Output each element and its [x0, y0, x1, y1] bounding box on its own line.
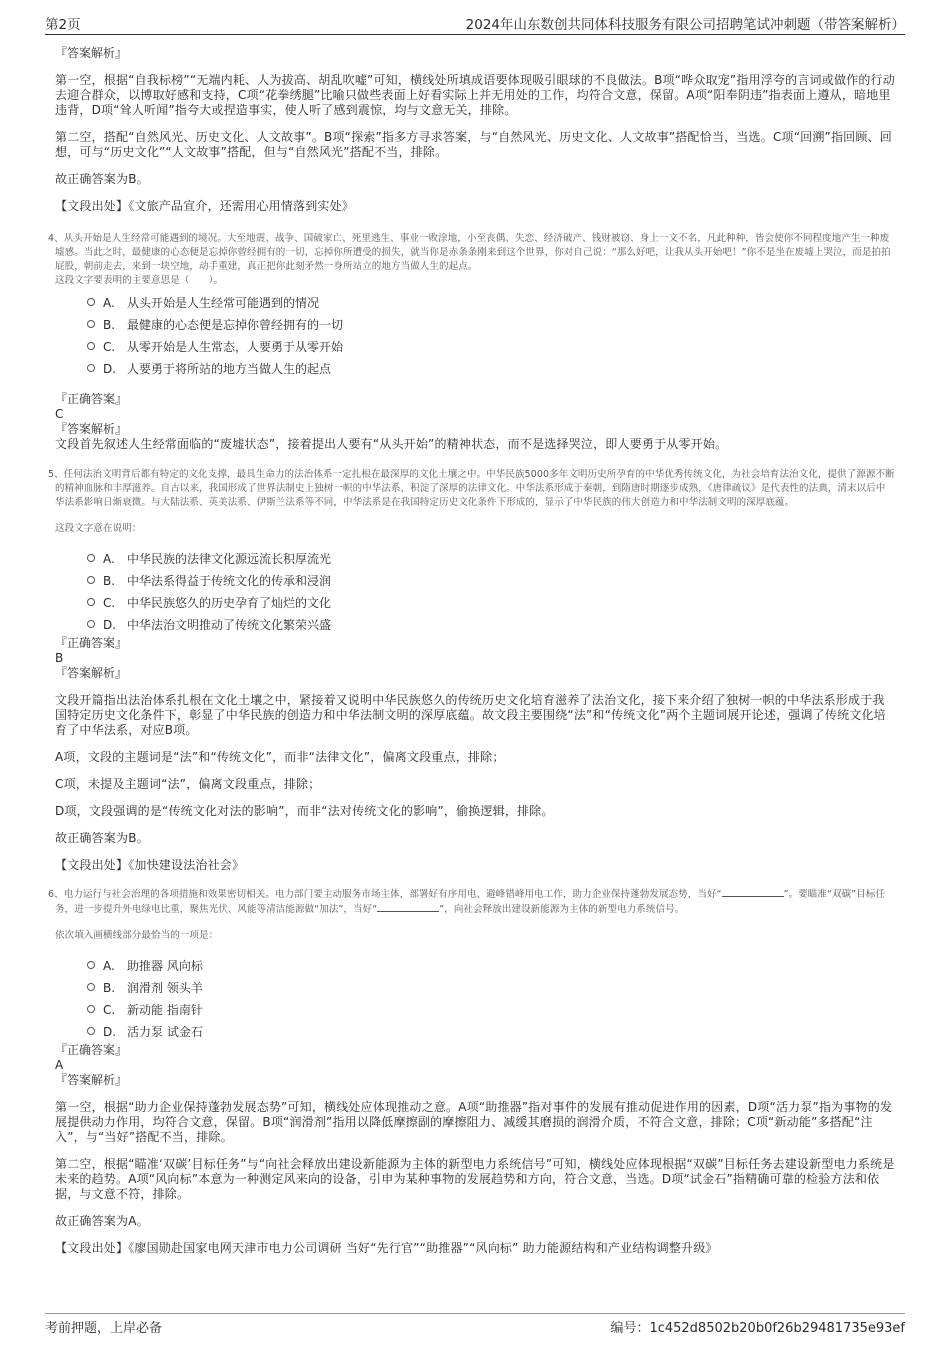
question-number: 5、	[48, 469, 64, 480]
fill-blank	[722, 887, 784, 897]
question-text: 从头开始是人生经常可能遇到的境况。大至地震、战争、国破家亡、死里逃生、事业一败涂地，小至丧偶、失恋、经济破产、钱财被窃、身上一文不名，凡此种种，皆会使你不同程度地产生一种废墟感。当此之时，最健康的心态便是忘掉你曾经拥有的一切，忘掉你所遭受的损失，就当你是赤条条刚来到这个世界，你对自己说：“那么好吧，让我从头开始吧！”你不是坐在废墟上哭泣，而是拍拍屁股，朝前走去，来到一块空地，动手重建，真正把你此刻矛然一身所站立的地方当做人生的起点。	[55, 233, 891, 272]
analysis-tag: 『答案解析』	[55, 666, 128, 680]
option-a[interactable]: A. 中华民族的法律文化源远流长积厚流光	[87, 548, 895, 570]
analysis-paragraph: 第一空，根据“自我标榜”“无端内耗、人为拔高、胡乱吹嘘”可知，横线处所填成语要体现吸引眼球的不良做法。B项“哗众取宠”指用浮夸的言词或做作的行动去迎合群众，以博取好感和支持，C项“花拳绣腿”比喻只做些表面上好看实际上并无用处的工作，均符合文意，保留。A项“阳奉阴违”指表面上遵从，暗地里违背，D项“耸人听闻”指夸大或捏造事实，使人听了感到震惊，均与文意无关，排除。	[55, 73, 895, 117]
correct-answer: C	[55, 407, 64, 421]
analysis-tag: 『答案解析』	[55, 422, 128, 436]
analysis-paragraph: 第二空，搭配“自然风光、历史文化、人文故事”。B项“探索”指多方寻求答案，与“自然风光、历史文化、人文故事”搭配恰当，当选。C项“回溯”指回顾、回想，可与“历史文化”“人文故事”搭配，但与“自然风光”搭配不当，排除。	[55, 130, 892, 159]
question-number: 4、	[48, 233, 64, 244]
radio-icon[interactable]	[87, 298, 95, 306]
question-prompt: 依次填入画横线部分最恰当的一项是：	[55, 930, 219, 941]
option-d[interactable]: D. 中华法治文明推动了传统文化繁荣兴盛	[87, 614, 895, 636]
analysis-paragraph: C项，未提及主题词“法”，偏离文段重点，排除；	[55, 777, 321, 791]
radio-icon[interactable]	[87, 554, 95, 562]
option-b[interactable]: B. 最健康的心态便是忘掉你曾经拥有的一切	[87, 314, 895, 336]
analysis-paragraph: A项，文段的主题词是“法”和“传统文化”，而非“法律文化”，偏离文段重点，排除；	[55, 750, 505, 764]
fill-blank	[377, 902, 439, 912]
radio-icon[interactable]	[87, 342, 95, 350]
q3-analysis-block	[55, 46, 895, 214]
option-b[interactable]: B. 中华法系得益于传统文化的传承和浸润	[87, 570, 895, 592]
analysis-paragraph: 第二空，根据“瞄准‘双碳’目标任务”与“向社会释放出建设新能源为主体的新型电力系统信号”可知，横线处应体现根据“双碳”目标任务去建设新型电力系统是未来的趋势。A项“风向标”本意为一种测定风来向的设备，引申为某种事物的发展趋势和方向，符合文意，当选。D项“试金石”指精确可靠的检验方法和依据，与文意不符，排除。	[55, 1157, 895, 1201]
correct-answer-tag: 『正确答案』	[55, 392, 128, 406]
correct-answer: A	[55, 1058, 64, 1072]
analysis-conclusion: 故正确答案为B。	[55, 172, 149, 186]
question-prompt: 这段文字意在说明：	[55, 523, 142, 534]
radio-icon[interactable]	[87, 320, 95, 328]
radio-icon[interactable]	[87, 620, 95, 628]
question-number: 6、	[48, 889, 64, 900]
radio-icon[interactable]	[87, 1005, 95, 1013]
analysis-paragraph: 第一空，根据“助力企业保持蓬勃发展态势”可知，横线处应体现推动之意。A项“助推器”指对事件的发展有推动促进作用的因素，D项“活力泵”指为事物的发展提供动力作用，均符合文意，保留。B项“润滑剂”指用以降低摩擦副的摩擦阻力、减缓其磨损的润滑介质，不符合文意，排除；C项“新动能”多搭配“注入”，与“当好”搭配不当，排除。	[55, 1100, 893, 1144]
question-6: 6、电力运行与社会治理的各项措施和效果密切相关。电力部门要主动服务市场主体，部署好有序用电、避峰错峰用电工作，助力企业保持蓬勃发展态势，当好“ ”。要瞄准“双碳”目标任务，进一步提升外电绿电比重，聚焦光伏、风能等清洁能源做“加法”，当好“ ”，向社会释放出建设新能源为主体的新型电力系统信号。 依次填入画横线部分最恰当的一项是： A. 助推器 风向标 B. 润滑剂 领头羊 C. 新动能 指南针 D. 活力泵 试金石 『正确答案』 A 『答案解析』 第一空，根据“助力企业保持蓬勃发展态势”可知，横线处应体现推动之意。A项“助推器”指对事件的发展有推动促进作用的因素，D项“活力泵”指为事物的发展提供动力作用，均符合文意，保留。B项“润滑剂”指用以降低摩擦副的摩擦阻力、减缓其磨损的润滑介质，不符合文意，排除；C项“新动能”多搭配“注入”，与“当好”搭配不当，排除。 第二空，根据“瞄准‘双碳’目标任务”与“向社会释放出建设新能源为主体的新型电力系统信号”可知，横线处应体现根据“双碳”目标任务去建设新型电力系统是未来的趋势。A项“风向标”本意为一种测定风来向的设备，引申为某种事物的发展趋势和方向，符合文意，当选。D项“试金石”指精确可靠的检验方法和依据，与文意不符，排除。 故正确答案为A。 【文段出处】《廖国勋赴国家电网天津市电力公司调研 当好“先行官”“助推器”“风向标” 助力能源结构和产业结构调整升级》	[48, 889, 895, 1255]
option-a[interactable]: A. 助推器 风向标	[87, 955, 895, 977]
options-list	[87, 548, 895, 636]
question-5	[48, 468, 895, 873]
question-prompt: 这段文字要表明的主要意思是（ ）。	[55, 275, 224, 286]
document-id: 编号：1c452d8502b20b0f26b29481735e93ef	[610, 1321, 905, 1336]
option-c[interactable]: C. 从零开始是人生常态，人要勇于从零开始	[87, 336, 895, 358]
source-citation: 【文段出处】《加快建设法治社会》	[55, 858, 245, 872]
option-c[interactable]: C. 中华民族悠久的历史孕育了灿烂的文化	[87, 592, 895, 614]
page-header	[45, 10, 905, 35]
radio-icon[interactable]	[87, 576, 95, 584]
analysis-conclusion: 故正确答案为A。	[55, 1214, 149, 1228]
option-d[interactable]: D. 活力泵 试金石	[87, 1021, 895, 1043]
page-number: 第2页	[45, 17, 81, 33]
correct-answer-tag: 『正确答案』	[55, 636, 128, 650]
analysis-paragraph: 文段首先叙述人生经常面临的“废墟状态”，接着提出人要有“从头开始”的精神状态，而不是选择哭泣，即人要勇于从零开始。	[55, 437, 728, 451]
analysis-paragraph: D项，文段强调的是“传统文化对法的影响”，而非“法对传统文化的影响”，偷换逻辑，排除。	[55, 804, 554, 818]
radio-icon[interactable]	[87, 364, 95, 372]
options-list	[87, 292, 895, 380]
source-citation: 【文段出处】《廖国勋赴国家电网天津市电力公司调研 当好“先行官”“助推器”“风向标” 助力能源结构和产业结构调整升级》	[55, 1241, 718, 1255]
document-title: 2024年山东数创共同体科技服务有限公司招聘笔试冲刺题（带答案解析）	[465, 17, 905, 33]
analysis-paragraph: 文段开篇指出法治体系扎根在文化土壤之中，紧接着又说明中华民族悠久的传统历史文化培育滋养了法治文化，接下来介绍了独树一帜的中华法系形成于我国特定历史文化条件下，彰显了中华民族的创造力和中华法制文明的深厚底蕴。故文段主要围绕“法”和“传统文化”两个主题词展开论述，强调了传统文化培育了中华法系，对应B项。	[55, 693, 886, 737]
option-c[interactable]: C. 新动能 指南针	[87, 999, 895, 1021]
radio-icon[interactable]	[87, 961, 95, 969]
option-b[interactable]: B. 润滑剂 领头羊	[87, 977, 895, 999]
page-footer	[45, 1313, 905, 1334]
option-a[interactable]: A. 从头开始是人生经常可能遇到的情况	[87, 292, 895, 314]
option-d[interactable]: D. 人要勇于将所站的地方当做人生的起点	[87, 358, 895, 380]
analysis-tag: 『答案解析』	[55, 1073, 128, 1087]
document-body	[48, 46, 895, 1268]
footer-slogan: 考前押题，上岸必备	[45, 1321, 163, 1336]
radio-icon[interactable]	[87, 598, 95, 606]
options-list	[87, 955, 895, 1043]
source-citation: 【文段出处】《文旅产品宣介，还需用心用情落到实处》	[55, 199, 355, 213]
radio-icon[interactable]	[87, 983, 95, 991]
correct-answer: B	[55, 651, 64, 665]
question-4	[48, 232, 895, 452]
correct-answer-tag: 『正确答案』	[55, 1043, 128, 1057]
analysis-tag: 『答案解析』	[55, 46, 128, 60]
radio-icon[interactable]	[87, 1027, 95, 1035]
analysis-conclusion: 故正确答案为B。	[55, 831, 149, 845]
question-text: 任何法治文明背后都有特定的文化支撑，最具生命力的法治体系一定扎根在最深厚的文化土壤之中。中华民族5000多年文明历史所孕育的中华优秀传统文化，为社会培育法治文化，提供了源源不断的精神血脉和丰厚滋养。自古以来，我国形成了世界法制史上独树一帜的中华法系，积淀了深厚的法律文化。中华法系形成于秦朝，到隋唐时期逐步成熟，《唐律疏议》是代表性的法典，清末以后中华法系影响日渐衰微。与大陆法系、英美法系、伊斯兰法系等不同，中华法系是在我国特定历史文化条件下形成的，显示了中华民族的伟大创造力和中华法制文明的深厚底蕴。	[55, 469, 895, 508]
